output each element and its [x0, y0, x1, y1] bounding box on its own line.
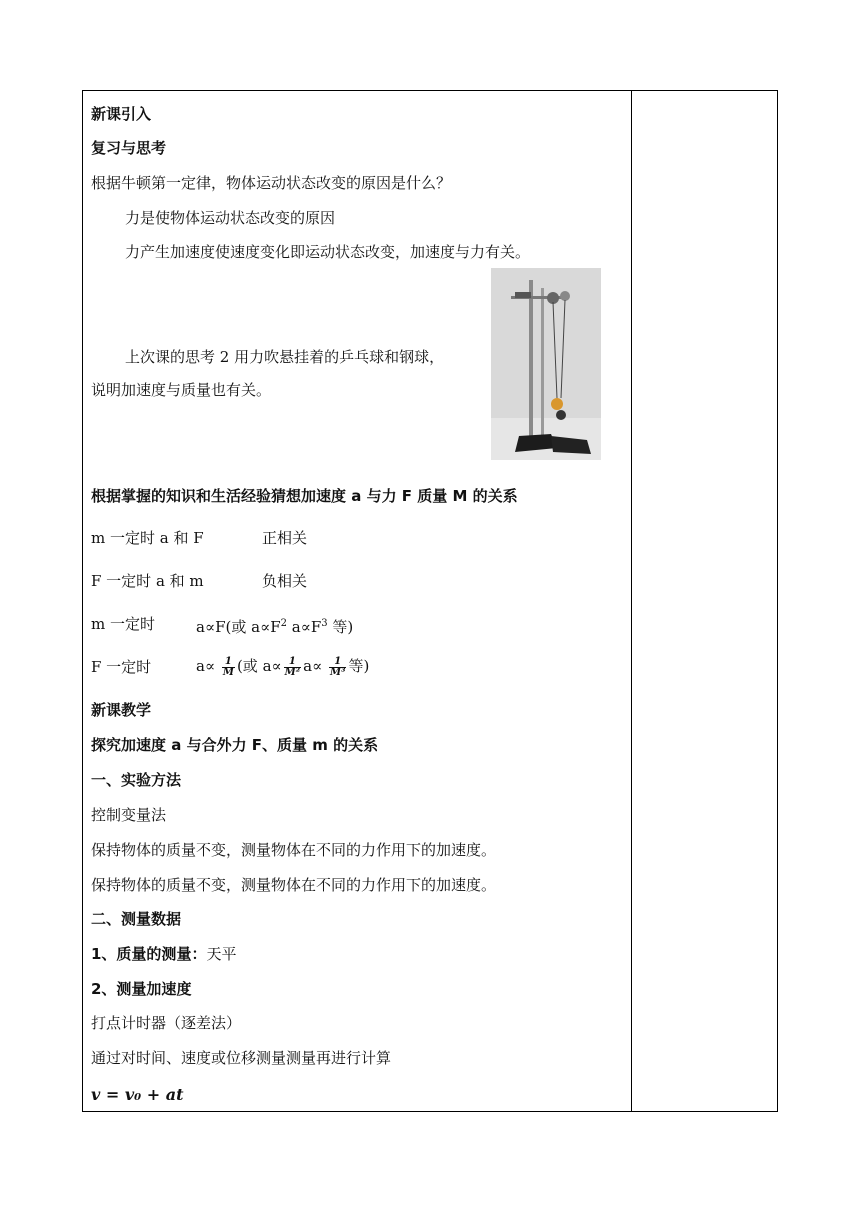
guess-row-2-condition: F 一定时 a 和 m — [91, 572, 204, 590]
method-text: 控制变量法 — [91, 806, 167, 824]
guess-row-1-relation: 正相关 — [262, 529, 308, 547]
mass-measure-value: 天平 — [206, 945, 237, 963]
answer-line-2: 力产生加速度使速度变化即运动状态改变，加速度与力有关。 — [125, 243, 531, 261]
frac1-num: 1 — [222, 657, 235, 668]
guess-row-1-condition: m 一定时 a 和 F — [91, 529, 204, 547]
accel-measure-heading: 2、测量加速度 — [91, 980, 192, 998]
row3-expr-part-c: 等) — [327, 618, 354, 636]
fraction-one-over-m — [222, 657, 235, 678]
review-heading: 复习与思考 — [91, 139, 167, 157]
frac3-num: 1 — [329, 657, 346, 668]
frac2-num: 1 — [284, 657, 301, 668]
row4-part-b: (或 a∝ — [236, 657, 282, 675]
teaching-topic: 探究加速度 a 与合外力 F、质量 m 的关系 — [91, 736, 379, 754]
frac2-den: M² — [284, 666, 301, 678]
pendulum-apparatus-photo — [491, 268, 601, 460]
keep-mass-line-2: 保持物体的质量不变，测量物体在不同的力作用下的加速度。 — [91, 876, 497, 894]
review-question: 根据牛顿第一定律，物体运动状态改变的原因是什么？ — [91, 174, 452, 192]
frac1-den: M — [222, 666, 234, 678]
guess-row-3-condition: m 一定时 — [91, 615, 155, 633]
row4-part-d: 等) — [348, 657, 370, 675]
guess-row-3-expression — [196, 614, 353, 637]
row3-expr-part-a: a∝F(或 a∝F — [196, 618, 281, 636]
pendulum-apparatus-icon — [491, 268, 601, 460]
row4-part-a: a∝ — [196, 657, 220, 675]
keep-mass-line-1: 保持物体的质量不变，测量物体在不同的力作用下的加速度。 — [91, 841, 497, 859]
mass-measure-line — [91, 944, 236, 964]
velocity-equation: v = v₀ + at — [91, 1085, 184, 1104]
row4-part-c: a∝ — [303, 657, 327, 675]
guess-row-4-expression — [196, 651, 369, 681]
intro-heading: 新课引入 — [91, 105, 152, 123]
timer-line: 打点计时器（逐差法） — [91, 1014, 242, 1032]
guess-row-4-condition: F 一定时 — [91, 658, 152, 676]
column-divider — [631, 91, 632, 1111]
row3-expr-part-b: a∝F — [287, 618, 322, 636]
experiment-line-2: 说明加速度与质量也有关。 — [91, 381, 272, 399]
answer-line-1: 力是使物体运动状态改变的原因 — [125, 209, 336, 227]
mass-measure-label: 1、质量的测量： — [91, 945, 207, 963]
teaching-heading: 新课教学 — [91, 701, 152, 719]
fraction-one-over-m-cubed — [329, 657, 346, 678]
calc-line: 通过对时间、速度或位移测量测量再进行计算 — [91, 1049, 392, 1067]
section-measure-data: 二、测量数据 — [91, 910, 182, 928]
fraction-one-over-m-squared — [284, 657, 301, 678]
frac3-den: M³ — [330, 666, 346, 678]
guess-row-2-relation: 负相关 — [262, 572, 308, 590]
row3-sup-1: 2 — [280, 618, 287, 629]
guess-heading: 根据掌握的知识和生活经验猜想加速度 a 与力 F 质量 M 的关系 — [91, 487, 518, 505]
lesson-table — [82, 90, 778, 1112]
row3-sup-2: 3 — [321, 618, 328, 629]
section-experiment-method: 一、实验方法 — [91, 771, 182, 789]
experiment-line-1: 上次课的思考 2 用力吹悬挂着的乒乓球和钢球， — [125, 348, 445, 366]
